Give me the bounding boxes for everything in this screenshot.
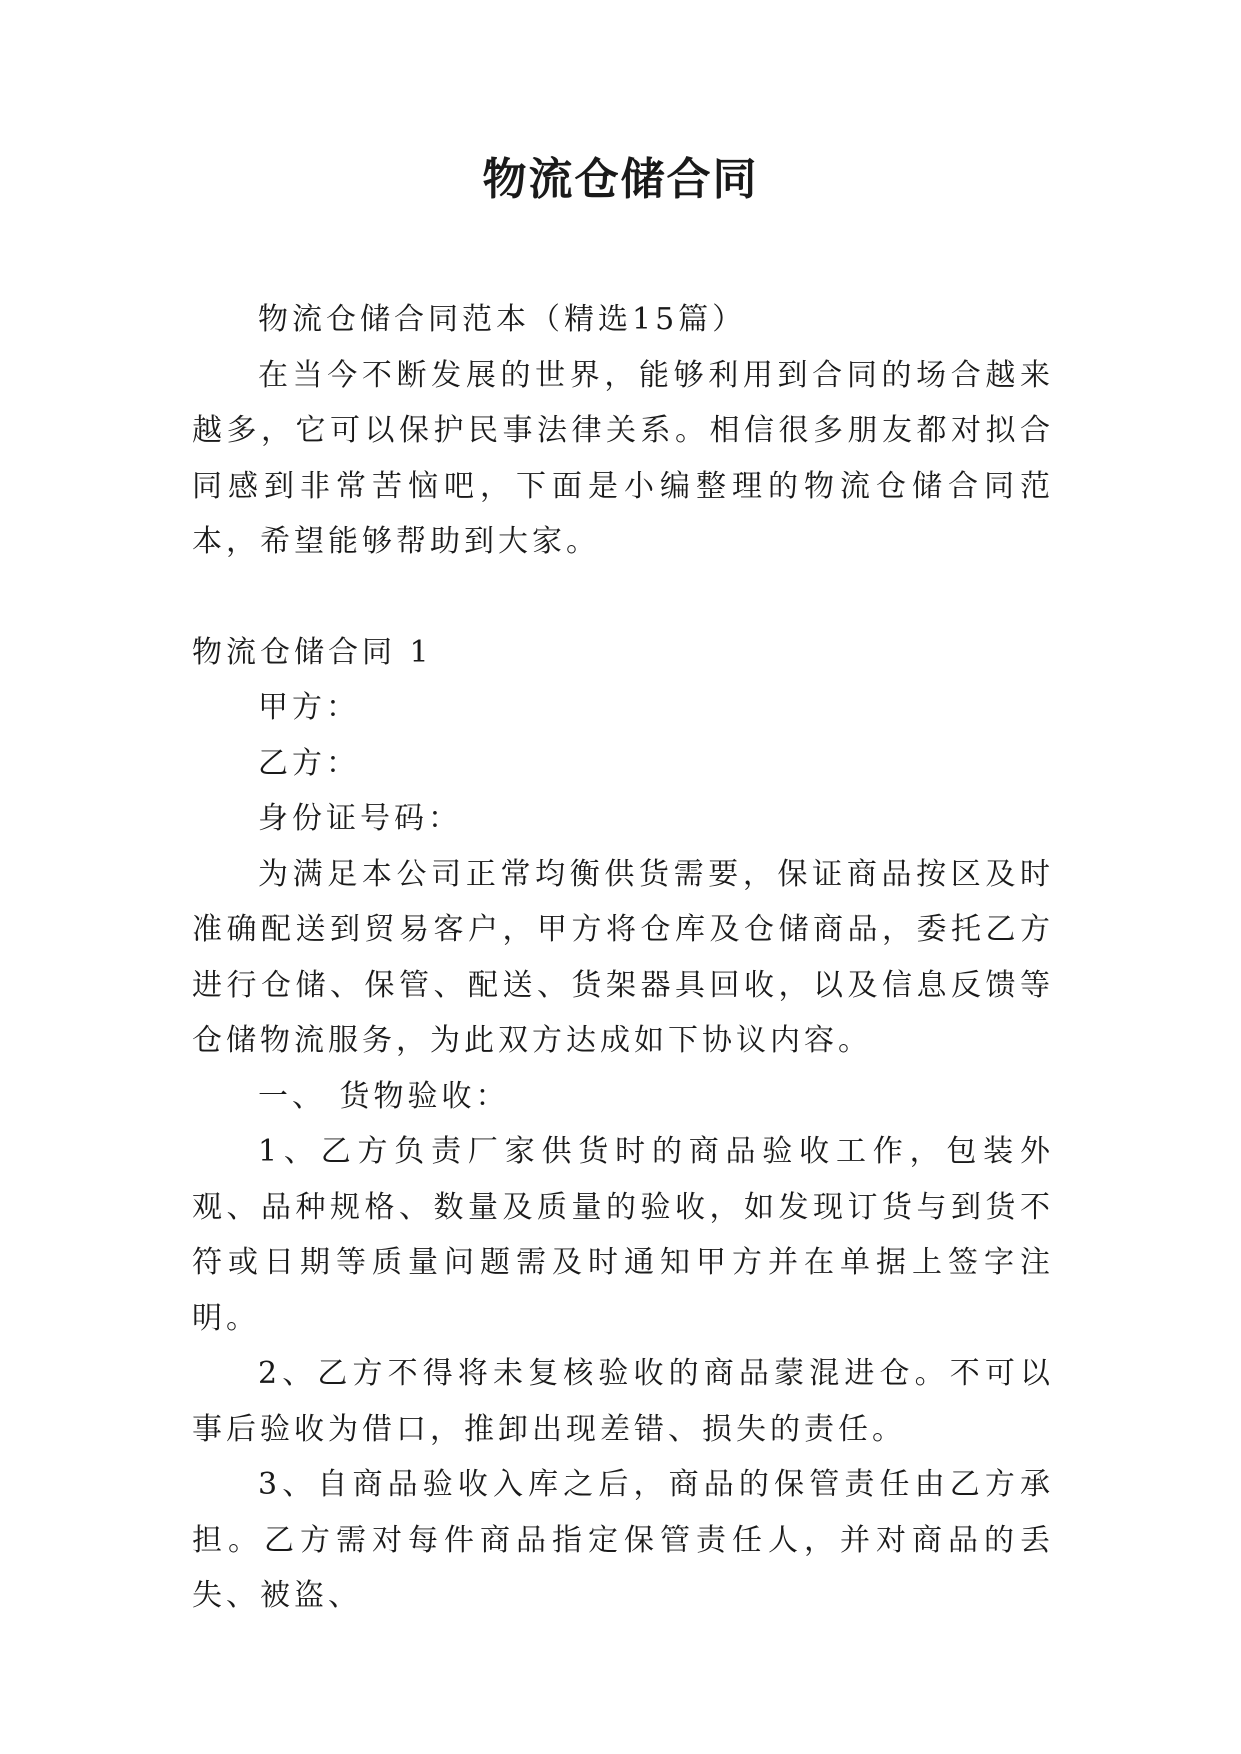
party-a-label: 甲方： [258, 690, 360, 725]
clause-paragraph: 2、乙方不得将未复核验收的商品蒙混进仓。不可以事后验收为借口，推卸出现差错、损失的责任。 [192, 1356, 1054, 1447]
section-heading: 一、 货物验收： [258, 1078, 510, 1114]
document-subtitle: 物流仓储合同范本（精选15篇） [258, 302, 747, 337]
clause-paragraph: 3、自商品验收入库之后，商品的保管责任由乙方承担。乙方需对每件商品指定保管责任人，并对商品的丢失、被盗、 [192, 1467, 1054, 1613]
document-title: 物流仓储合同 [482, 154, 759, 205]
purpose-paragraph: 为满足本公司正常均衡供货需要，保证商品按区及时准确配送到贸易客户，甲方将仓库及仓储商品，委托乙方进行仓储、保管、配送、货架器具回收，以及信息反馈等仓储物流服务，为此双方达成如下协议内容。 [192, 856, 1054, 1058]
id-number-label: 身份证号码： [258, 801, 462, 836]
clause-paragraph: 1、乙方负责厂家供货时的商品验收工作，包装外观、品种规格、数量及质量的验收，如发现订货与到货不符或日期等质量问题需及时通知甲方并在单据上签字注明。 [192, 1134, 1054, 1336]
intro-paragraph: 在当今不断发展的世界，能够利用到合同的场合越来越多，它可以保护民事法律关系。相信很多朋友都对拟合同感到非常苦恼吧，下面是小编整理的物流仓储合同范本，希望能够帮助到大家。 [192, 357, 1054, 559]
party-b-label: 乙方： [258, 745, 360, 781]
contract-heading: 物流仓储合同 1 [192, 634, 433, 670]
document-body [192, 292, 1054, 1624]
